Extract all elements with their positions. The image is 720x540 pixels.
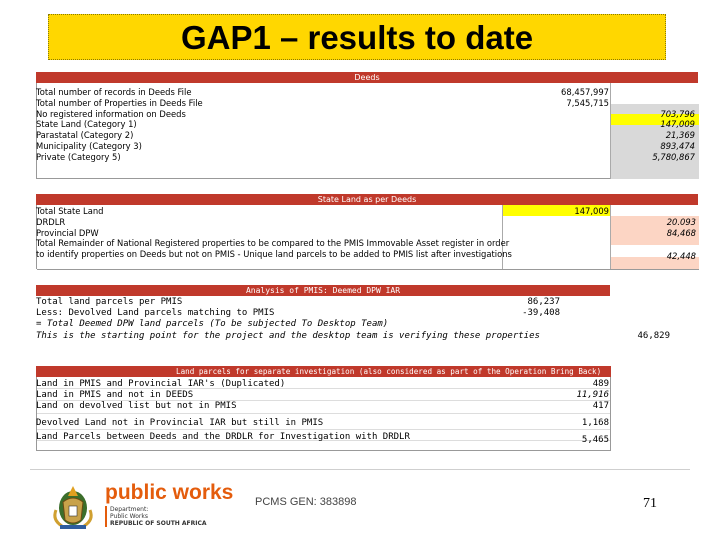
table-row: Land in PMIS and Provincial IAR's (Duplicated) 489 — [36, 379, 609, 389]
table-row: Private (Category 5) 5,780,867 — [36, 151, 695, 162]
page-title: GAP1 – results to date — [180, 19, 534, 56]
table-row: Total land parcels per PMIS 86,237 — [36, 297, 560, 307]
pmis-header: Analysis of PMIS: Deemed DPW IAR — [36, 285, 610, 296]
table-row: Total number of records in Deeds File 68,457,997 — [36, 87, 609, 97]
footer-divider — [30, 469, 690, 470]
brand-block — [105, 482, 233, 527]
pmis-section — [36, 285, 698, 341]
table-row: to identify properties on Deeds but not on PMIS - Unique land parcels to be added to PMIS list after investigations 42,448 — [36, 249, 696, 262]
deeds-header: Deeds — [36, 72, 698, 83]
page-number: 71 — [643, 496, 657, 511]
state-land-section — [36, 194, 698, 262]
table-row: = Total Deemed DPW land parcels (To be subjected To Desktop Team) — [36, 319, 389, 330]
table-row: No registered information on Deeds 703,796 — [36, 108, 695, 119]
table-row: Provincial DPW 84,468 — [36, 227, 696, 238]
brand-sub-block: Department: Public Works REPUBLIC OF SOUTH AFRICA — [105, 506, 233, 527]
state-land-header: State Land as per Deeds — [36, 194, 698, 205]
separate-header: Land parcels for separate investigation (also considered as part of the Operation Bring Back) — [36, 366, 611, 377]
table-row: Land Parcels between Deeds and the DRDLR for Investigation with DRDLR 5,465 — [36, 431, 609, 445]
table-row: Municipality (Category 3) 893,474 — [36, 140, 695, 151]
table-row: Devolved Land not in Provincial IAR but still in PMIS 1,168 — [36, 417, 609, 428]
table-row: State Land (Category 1) 147,009 — [36, 119, 695, 130]
table-row: Less: Devolved Land parcels matching to PMIS -39,408 — [36, 308, 560, 319]
table-row: Land on devolved list but not in PMIS 417 — [36, 401, 609, 412]
document-reference: PCMS GEN: 383898 — [255, 496, 357, 508]
coat-of-arms-icon — [48, 480, 98, 537]
brand-name: public works — [105, 481, 234, 504]
table-row: Total State Land 147,009 — [36, 206, 609, 216]
table-row: DRDLR 20.093 — [36, 216, 696, 227]
table-row: Total Remainder of National Registered properties to be compared to the PMIS Immovable Asset register in order — [36, 238, 510, 249]
divider — [37, 269, 699, 270]
deeds-section — [36, 72, 698, 162]
separate-investigation-section — [36, 366, 611, 445]
table-row: Parastatal (Category 2) 21,369 — [36, 130, 695, 141]
table-row: This is the starting point for the project and the desktop team is verifying these properties 46,829 — [36, 330, 670, 341]
title-banner — [48, 14, 666, 60]
table-row: Total number of Properties in Deeds File 7,545,715 — [36, 97, 609, 108]
table-row: Land in PMIS and not in DEEDS 11,916 — [36, 390, 609, 401]
